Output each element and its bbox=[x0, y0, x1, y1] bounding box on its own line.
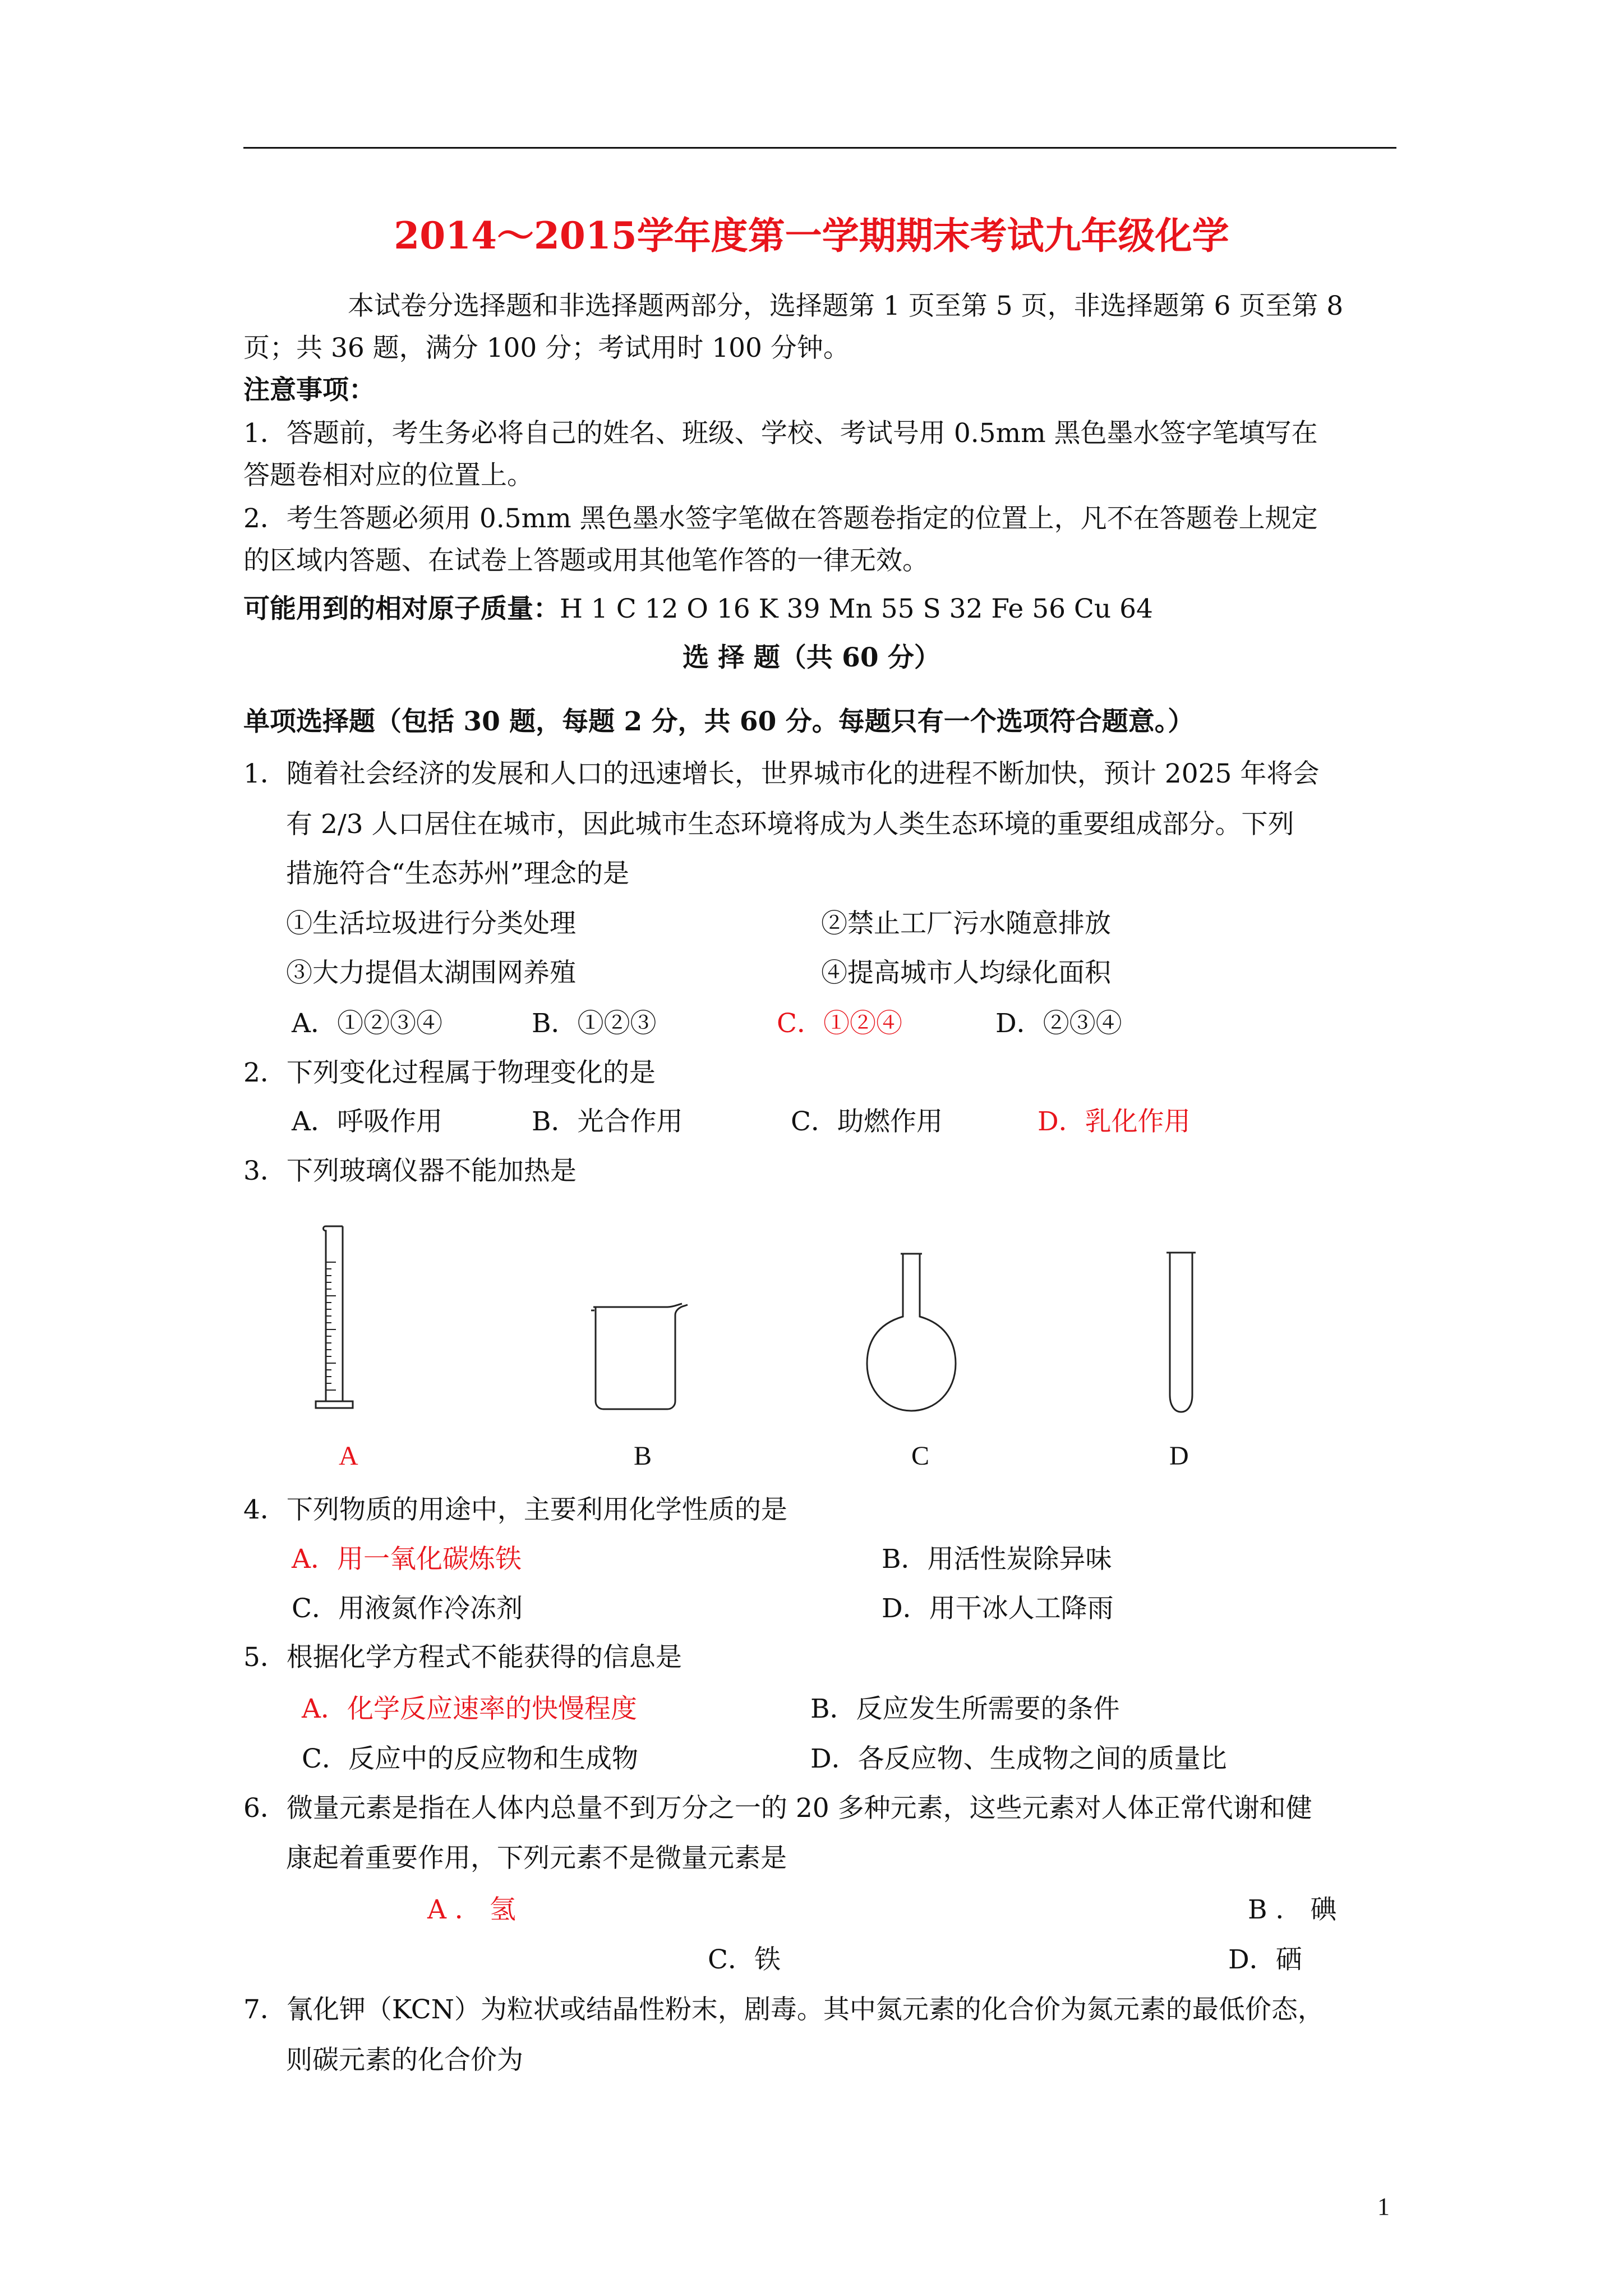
q4-stem: 4．下列物质的用途中，主要利用化学性质的是 bbox=[243, 1494, 787, 1525]
q5-option-b: B．反应发生所需要的条件 bbox=[810, 1694, 1120, 1724]
apparatus-label-b: B bbox=[634, 1441, 652, 1471]
q1-statement-2: ②禁止工厂污水随意排放 bbox=[821, 908, 1111, 939]
page-number: 1 bbox=[1377, 2193, 1390, 2220]
q1-option-c: C．①②④ bbox=[777, 1008, 902, 1039]
test-tube-icon bbox=[1162, 1248, 1201, 1416]
section-instruction: 单项选择题（包括 30 题，每题 2 分，共 60 分。每题只有一个选项符合题意。） bbox=[243, 706, 1195, 737]
note-2-line-2: 的区域内答题、在试卷上答题或用其他笔作答的一律无效。 bbox=[243, 545, 929, 576]
apparatus-label-a: A bbox=[339, 1441, 358, 1471]
graduated-cylinder-icon bbox=[311, 1223, 367, 1414]
q6-option-a: A ． 氢 bbox=[427, 1894, 516, 1925]
q1-option-b: B．①②③ bbox=[532, 1008, 657, 1039]
q2-option-d: D．乳化作用 bbox=[1038, 1106, 1191, 1137]
atomic-masses bbox=[243, 592, 1153, 626]
q4-option-b: B．用活性炭除异味 bbox=[882, 1544, 1112, 1575]
note-2-line-1: 2．考生答题必须用 0.5mm 黑色墨水签字笔做在答题卷指定的位置上，凡不在答题卷上规定 bbox=[243, 503, 1318, 534]
q4-option-c: C．用液氮作冷冻剂 bbox=[292, 1593, 523, 1624]
q7-line-1: 7．氰化钾（KCN）为粒状或结晶性粉末，剧毒。其中氮元素的化合价为氮元素的最低价态， bbox=[243, 1994, 1324, 2025]
q4-option-d: D．用干冰人工降雨 bbox=[882, 1593, 1114, 1624]
intro-line-1: 本试卷分选择题和非选择题两部分，选择题第 1 页至第 5 页，非选择题第 6 页至第 8 bbox=[348, 291, 1344, 321]
q6-option-c: C．铁 bbox=[708, 1944, 781, 1975]
intro-line-2: 页；共 36 题，满分 100 分；考试用时 100 分钟。 bbox=[243, 333, 850, 364]
q1-statement-3: ③大力提倡太湖围网养殖 bbox=[286, 958, 576, 988]
q2-option-c: C．助燃作用 bbox=[791, 1106, 943, 1137]
q5-option-a: A．化学反应速率的快慢程度 bbox=[302, 1694, 637, 1724]
q1-line-2: 有 2/3 人口居住在城市，因此城市生态环境将成为人类生态环境的重要组成部分。下列 bbox=[286, 809, 1294, 840]
q5-stem: 5．根据化学方程式不能获得的信息是 bbox=[243, 1642, 682, 1673]
q1-line-1: 1．随着社会经济的发展和人口的迅速增长，世界城市化的进程不断加快，预计 2025 年将会 bbox=[243, 758, 1320, 789]
apparatus-label-c: C bbox=[911, 1441, 930, 1471]
q1-statement-4: ④提高城市人均绿化面积 bbox=[821, 958, 1111, 988]
q6-option-b: B ． 碘 bbox=[1248, 1894, 1337, 1925]
q6-line-2: 康起着重要作用，下列元素不是微量元素是 bbox=[286, 1843, 787, 1874]
q6-option-d: D．硒 bbox=[1228, 1944, 1302, 1975]
q2-option-a: A．呼吸作用 bbox=[292, 1106, 442, 1137]
q2-stem: 2．下列变化过程属于物理变化的是 bbox=[243, 1057, 656, 1088]
q1-line-3: 措施符合“生态苏州”理念的是 bbox=[286, 858, 630, 889]
note-1-line-1: 1．答题前，考生务必将自己的姓名、班级、学校、考试号用 0.5mm 黑色墨水签字笔填写在 bbox=[243, 418, 1318, 449]
page-title: 2014～2015学年度第一学期期末考试九年级化学 bbox=[394, 214, 1229, 257]
q6-line-1: 6．微量元素是指在人体内总量不到万分之一的 20 多种元素，这些元素对人体正常代谢和健 bbox=[243, 1793, 1312, 1824]
q5-option-c: C．反应中的反应物和生成物 bbox=[302, 1743, 638, 1774]
q1-option-a: A．①②③④ bbox=[292, 1008, 442, 1039]
q4-option-a: A．用一氧化碳炼铁 bbox=[292, 1544, 522, 1575]
notes-heading: 注意事项： bbox=[243, 375, 375, 406]
note-1-line-2: 答题卷相对应的位置上。 bbox=[243, 460, 533, 491]
q5-option-d: D．各反应物、生成物之间的质量比 bbox=[810, 1743, 1227, 1774]
beaker-icon bbox=[583, 1301, 695, 1414]
q3-stem: 3．下列玻璃仪器不能加热是 bbox=[243, 1156, 577, 1186]
atomic-masses-values: H 1 C 12 O 16 K 39 Mn 55 S 32 Fe 56 Cu 64 bbox=[560, 593, 1153, 624]
q2-option-b: B．光合作用 bbox=[532, 1106, 683, 1137]
round-flask-icon bbox=[864, 1248, 959, 1416]
apparatus-label-d: D bbox=[1169, 1441, 1189, 1471]
header-rule bbox=[243, 147, 1396, 149]
atomic-masses-label: 可能用到的相对原子质量： bbox=[243, 593, 560, 624]
section-title: 选 择 题（共 60 分） bbox=[683, 642, 940, 673]
q1-statement-1: ①生活垃圾进行分类处理 bbox=[286, 908, 576, 939]
q7-line-2: 则碳元素的化合价为 bbox=[286, 2045, 523, 2076]
q1-option-d: D．②③④ bbox=[995, 1008, 1122, 1039]
